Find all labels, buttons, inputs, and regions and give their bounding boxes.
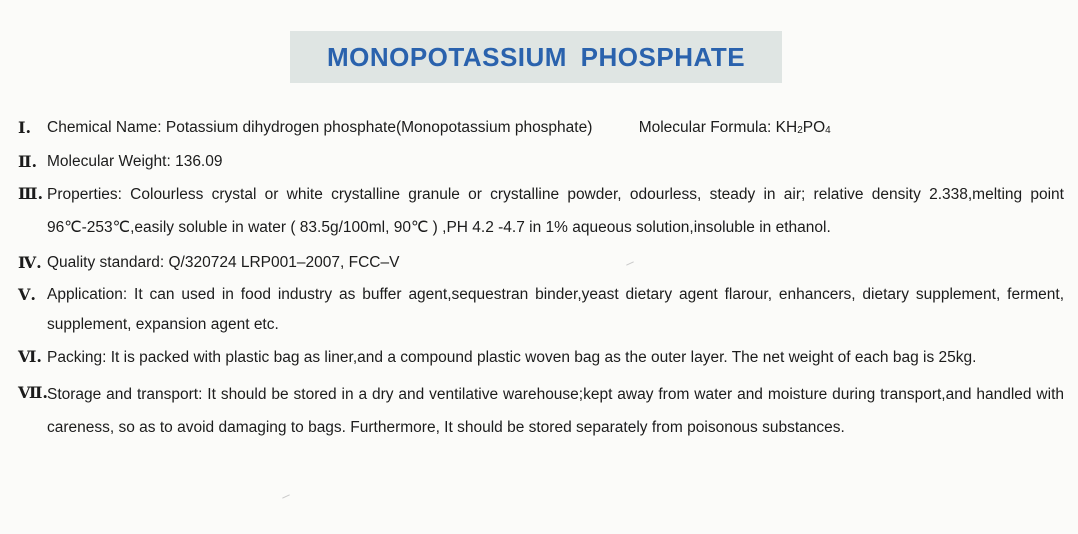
title-banner (290, 31, 782, 83)
section-numeral: Ⅴ. (18, 285, 36, 304)
section-numeral: Ⅱ. (18, 152, 38, 171)
section-packing (18, 342, 1064, 374)
formula-subscript: 4 (825, 125, 831, 136)
section-body: Molecular Weight: 136.09 (47, 153, 223, 170)
document-title: MONOPOTASSIUM PHOSPHATE (326, 41, 746, 72)
section-numeral: Ⅶ. (18, 383, 48, 402)
chemical-name-text: Chemical Name: Potassium dihydrogen phosphate(Monopotassium phosphate) (47, 119, 593, 136)
section-body: Quality standard: Q/320724 LRP001–2007, FCC–V (47, 254, 400, 271)
section-chemical-name (18, 113, 1064, 146)
formula-part: PO (802, 119, 826, 136)
section-properties (18, 179, 1064, 244)
section-numeral: Ⅵ. (18, 347, 42, 366)
section-numeral: Ⅰ. (18, 118, 32, 137)
molecular-formula (639, 113, 831, 146)
section-storage-transport (18, 378, 1064, 444)
section-body: Application: It can used in food industry as buffer agent,sequestran binder,yeast dietary agent flarour, enhancers, dietary supplement, ferment, supplement, expansion agent etc. (47, 286, 1064, 333)
scan-speck (282, 494, 290, 498)
section-numeral: Ⅲ. (18, 184, 44, 203)
section-body: Properties: Colourless crystal or white crystalline granule or crystalline powder, odourless, steady in air; relative density 2.338,melting point 96℃-253℃,easily soluble in water ( 83.5g/100ml, 90℃ ) ,PH 4.2 -4.7 in 1% aqueous solution,insoluble in ethanol. (47, 186, 1064, 236)
section-numeral: Ⅳ. (18, 253, 42, 272)
formula-label: Molecular Formula: KH (638, 119, 798, 136)
section-body: Storage and transport: It should be stored in a dry and ventilative warehouse;kept away from water and moisture during transport,and handled with careness, so as to avoid damaging to bags. Furthermore, It should be stored separately from poisonous substances. (47, 386, 1064, 436)
section-body: Packing: It is packed with plastic bag as liner,and a compound plastic woven bag as the outer layer. The net weight of each bag is 25kg. (47, 349, 977, 366)
spec-sections (18, 112, 1064, 444)
section-quality-standard (18, 248, 1064, 278)
section-application (18, 280, 1064, 340)
section-body (47, 113, 1064, 146)
section-molecular-weight (18, 147, 1064, 177)
formula-subscript: 2 (797, 125, 803, 136)
